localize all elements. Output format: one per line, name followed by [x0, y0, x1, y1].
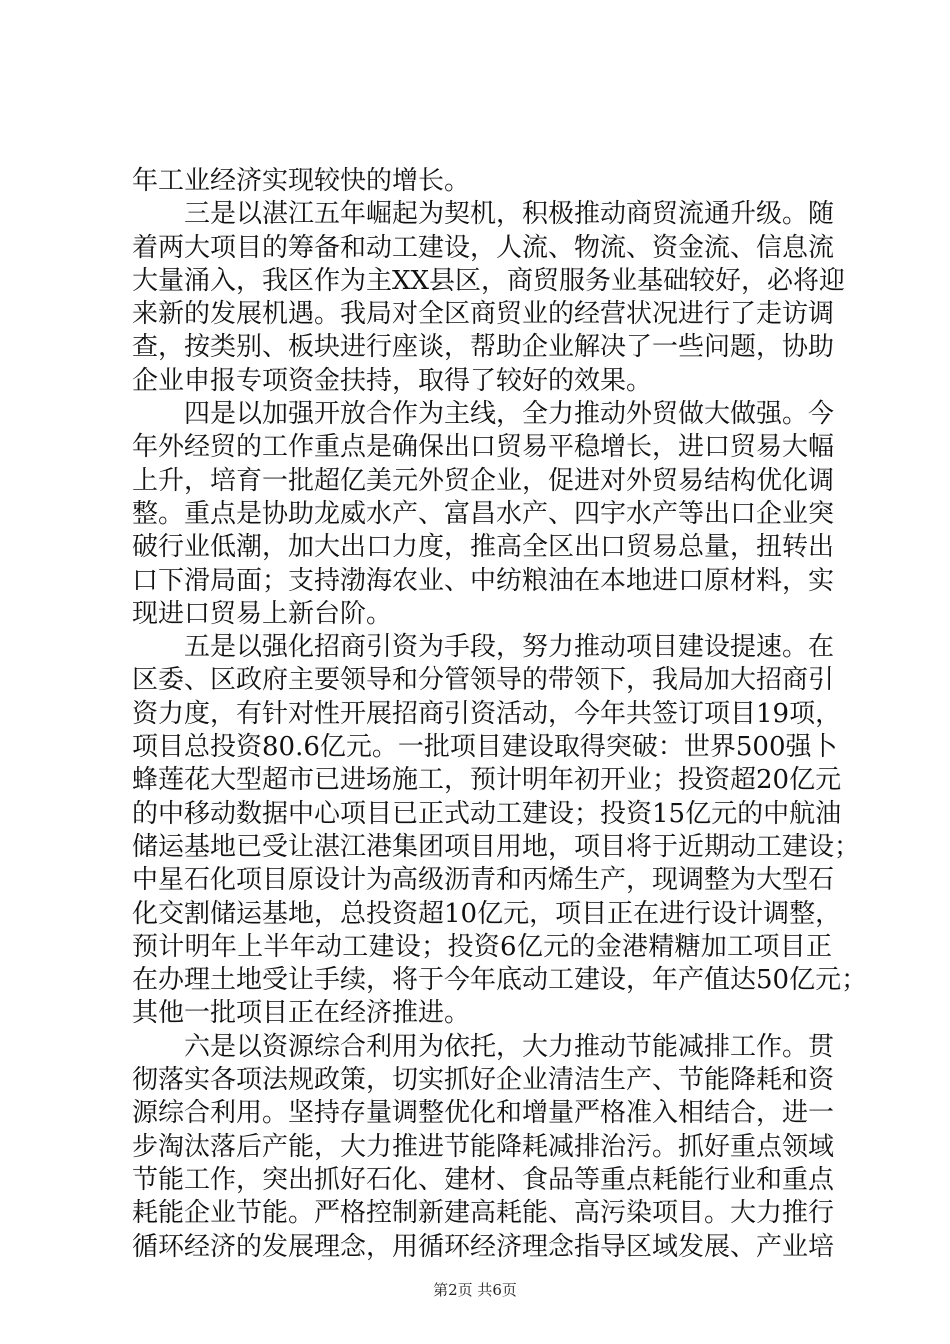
document-body: [132, 165, 868, 1264]
text-line: 源综合利用。坚持存量调整优化和增量严格准入相结合，进一: [132, 1098, 835, 1129]
text-line: 项目总投资80.6亿元。一批项目建设取得突破：世界500强卜: [132, 732, 838, 763]
text-line: 上升，培育一批超亿美元外贸企业，促进对外贸易结构优化调: [132, 465, 835, 496]
text-line: 区委、区政府主要领导和分管领导的带领下，我局加大招商引: [132, 665, 835, 696]
text-line: 着两大项目的筹备和动工建设，人流、物流、资金流、信息流: [132, 232, 835, 263]
text-line: 的中移动数据中心项目已正式动工建设；投资15亿元的中航油: [132, 798, 842, 829]
paragraph-start-line: 四是以加强开放合作为主线，全力推动外贸做大做强。今: [184, 399, 835, 430]
text-line: 资力度，有针对性开展招商引资活动，今年共签订项目19项，: [132, 698, 842, 729]
text-line: 其他一批项目正在经济推进。: [132, 998, 471, 1029]
text-line: 预计明年上半年动工建设；投资6亿元的金港精糖加工项目正: [132, 931, 832, 962]
text-line: 在办理土地受让手续，将于今年底动工建设，年产值达50亿元；: [132, 965, 868, 996]
paragraph-start-line: 五是以强化招商引资为手段，努力推动项目建设提速。在: [184, 632, 835, 663]
text-line: 查，按类别、板块进行座谈，帮助企业解决了一些问题，协助: [132, 332, 835, 363]
text-line: 整。重点是协助龙威水产、富昌水产、四宇水产等出口企业突: [132, 498, 835, 529]
text-line: 化交割储运基地，总投资超10亿元，项目正在进行设计调整，: [132, 898, 842, 929]
paragraph-start-line: 三是以湛江五年崛起为契机，积极推动商贸流通升级。随: [184, 199, 835, 230]
text-line: 来新的发展机遇。我局对全区商贸业的经营状况进行了走访调: [132, 299, 835, 330]
text-line: 破行业低潮，加大出口力度，推高全区出口贸易总量，扭转出: [132, 532, 835, 563]
text-line: 现进口贸易上新台阶。: [132, 598, 393, 629]
text-line: 彻落实各项法规政策，切实抓好企业清洁生产、节能降耗和资: [132, 1065, 835, 1096]
text-line: 中星石化项目原设计为高级沥青和丙烯生产，现调整为大型石: [132, 865, 835, 896]
text-line: 节能工作，突出抓好石化、建材、食品等重点耗能行业和重点: [132, 1164, 835, 1195]
page-number-footer: 第2页 共6页: [433, 1281, 517, 1299]
text-line: 步淘汰落后产能，大力推进节能降耗减排治污。抓好重点领域: [132, 1131, 835, 1162]
text-line: 耗能企业节能。严格控制新建高耗能、高污染项目。大力推行: [132, 1198, 835, 1229]
paragraph-start-line: 六是以资源综合利用为依托，大力推动节能减排工作。贯: [184, 1031, 835, 1062]
text-line: 蜂莲花大型超市已进场施工，预计明年初开业；投资超20亿元: [132, 765, 842, 796]
text-line: 循环经济的发展理念，用循环经济理念指导区域发展、产业培: [132, 1231, 835, 1262]
text-line: 年工业经济实现较快的增长。: [132, 166, 471, 196]
text-line: 企业申报专项资金扶持，取得了较好的效果。: [132, 365, 653, 396]
text-line: 大量涌入，我区作为主XX县区，商贸服务业基础较好，必将迎: [132, 265, 846, 296]
text-line: 口下滑局面；支持渤海农业、中纺粮油在本地进口原材料，实: [132, 565, 835, 596]
text-line: 年外经贸的工作重点是确保出口贸易平稳增长，进口贸易大幅: [132, 432, 835, 463]
text-line: 储运基地已受让湛江港集团项目用地，项目将于近期动工建设；: [132, 831, 861, 862]
